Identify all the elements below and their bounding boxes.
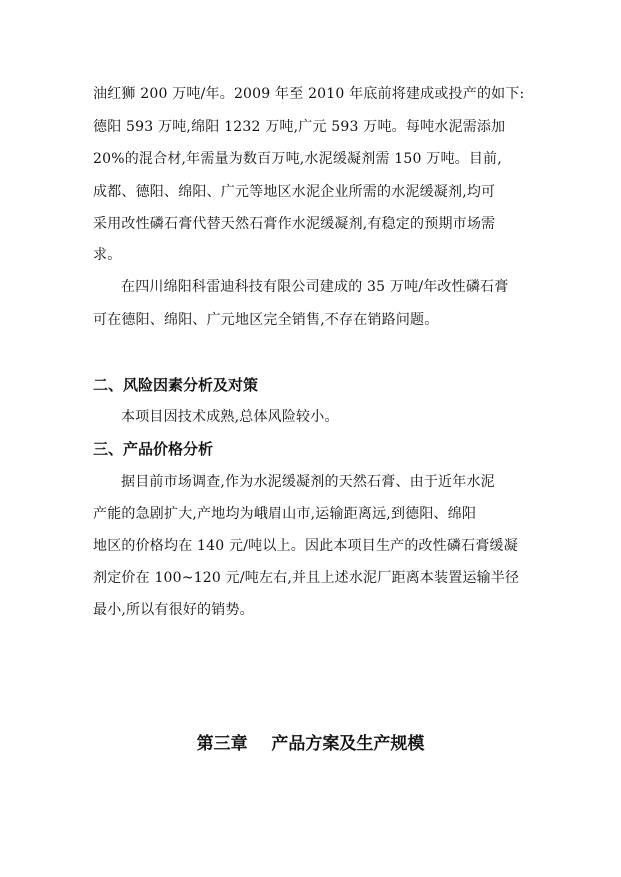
section3-line-5: 最小,所以有很好的销势。 [93,602,254,618]
paragraph2-line-2: 可在德阳、绵阳、广元地区完全销售,不存在销路问题。 [93,312,439,328]
section3-heading: 三、产品价格分析 [93,440,214,458]
section3-line-1: 据目前市场调查,作为水泥缓凝剂的天然石膏、由于近年水泥 [121,474,495,490]
paragraph1-line-1: 油红狮 200 万吨/年。2009 年至 2010 年底前将建成或投产的如下: [93,86,525,102]
section3-line-3: 地区的价格均在 140 元/吨以上。因此本项目生产的改性磷石膏缓凝 [93,538,518,554]
section2-heading: 二、风险因素分析及对策 [93,376,259,394]
paragraph2-line-1: 在四川绵阳科雷迪科技有限公司建成的 35 万吨/年改性磷石膏 [121,279,509,295]
chapter-title: 第三章 产品方案及生产规模 [196,734,425,754]
paragraph1-line-3: 20%的混合材,年需量为数百万吨,水泥缓凝剂需 150 万吨。目前, [93,151,502,167]
section3-line-2: 产能的急剧扩大,产地均为峨眉山市,运输距离远,到德阳、绵阳 [93,506,477,522]
paragraph1-line-5: 采用改性磷石膏代替天然石膏作水泥缓凝剂,有稳定的预期市场需 [93,216,496,232]
section3-line-4: 剂定价在 100~120 元/吨左右,并且上述水泥厂距离本装置运输半径 [93,570,520,586]
paragraph1-line-6: 求。 [93,247,122,263]
section2-line-1: 本项目因技术成熟,总体风险较小。 [121,409,339,425]
paragraph1-line-4: 成都、德阳、绵阳、广元等地区水泥企业所需的水泥缓凝剂,均可 [93,184,496,200]
paragraph1-line-2: 德阳 593 万吨,绵阳 1232 万吨,广元 593 万吨。每吨水泥需添加 [93,119,506,135]
